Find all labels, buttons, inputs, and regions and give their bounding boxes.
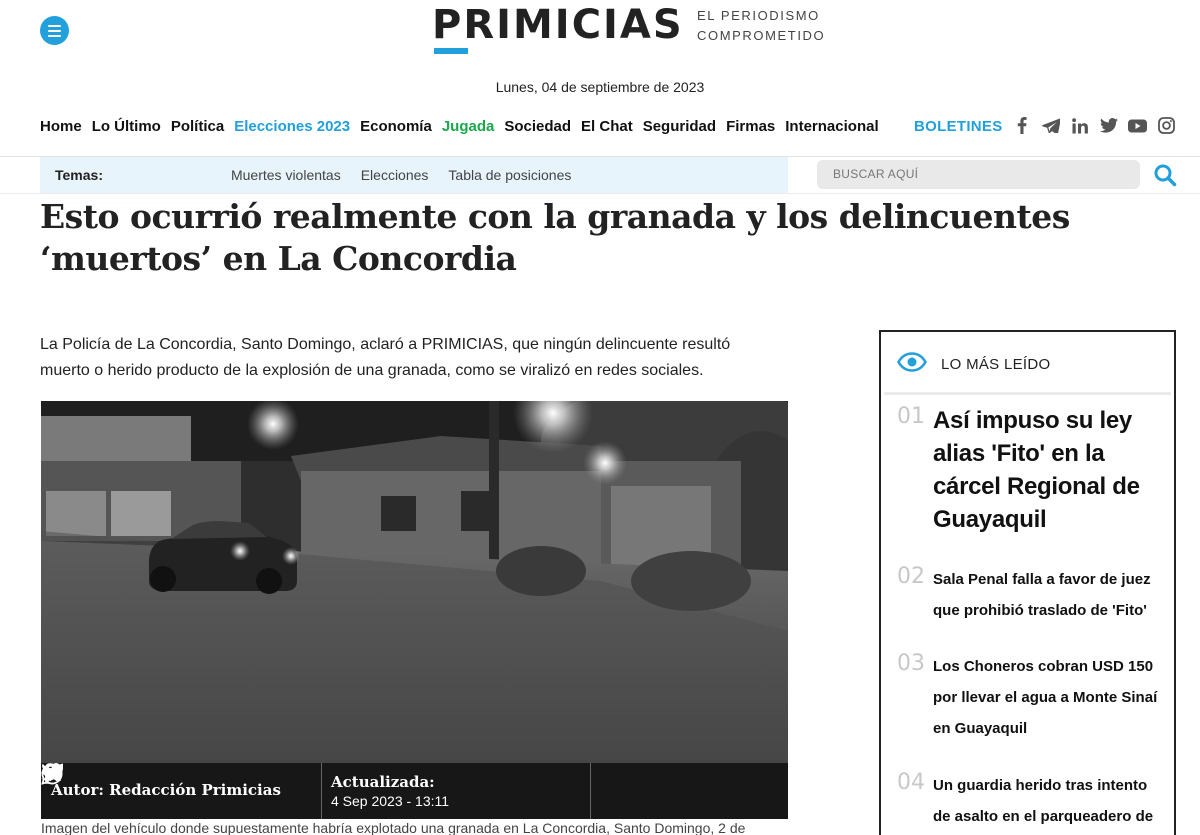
- nav-lo-ultimo[interactable]: Lo Último: [91, 118, 161, 135]
- whatsapp-icon[interactable]: [744, 779, 768, 803]
- most-read-number: 02: [897, 564, 925, 589]
- nav-seguridad[interactable]: Seguridad: [642, 118, 717, 135]
- most-read-item[interactable]: [897, 651, 1163, 744]
- nav-internacional[interactable]: Internacional: [785, 118, 879, 135]
- main-nav: [40, 118, 879, 135]
- nav-jugada[interactable]: Jugada: [441, 118, 495, 135]
- most-read-headline[interactable]: Un guardia herido tras intento de asalto en el parqueadero de: [933, 777, 1154, 825]
- telegram-icon[interactable]: [655, 779, 679, 803]
- most-read-headline[interactable]: Así impuso su ley alias 'Fito' en la cárcel Regional de Guayaquil: [933, 407, 1140, 533]
- boletines-link[interactable]: BOLETINES: [914, 118, 1003, 135]
- site-tagline: EL PERIODISMO COMPROMETIDO: [697, 8, 826, 43]
- share-buttons: [591, 763, 788, 819]
- article-lead: La Policía de La Concordia, Santo Domingo, aclaró a PRIMICIAS, que ningún delincuente resultó muerto o herido producto de la explosión de una granada, como se viralizó en redes sociales.: [40, 336, 731, 379]
- most-read-panel: [879, 330, 1176, 835]
- nav-elecciones-2023[interactable]: Elecciones 2023: [234, 118, 351, 135]
- social-links: [1012, 116, 1176, 135]
- search-icon[interactable]: [1153, 163, 1177, 187]
- current-date: Lunes, 04 de septiembre de 2023: [495, 79, 705, 95]
- tema-tabla-de-posiciones[interactable]: Tabla de posiciones: [448, 167, 572, 183]
- nav-el-chat[interactable]: El Chat: [581, 118, 633, 135]
- image-caption: Imagen del vehículo donde supuestamente habría explotado una granada en La Concordia, Santo Domingo, 2 de: [41, 820, 746, 835]
- nav-economia[interactable]: Economía: [360, 118, 432, 135]
- most-read-item[interactable]: [897, 404, 1163, 536]
- temas-list: [231, 167, 571, 183]
- twitter-icon[interactable]: [1099, 116, 1118, 135]
- most-read-headline[interactable]: Los Choneros cobran USD 150 por llevar el agua a Monte Sinaí en Guayaquil: [933, 658, 1158, 737]
- search-input[interactable]: BUSCAR AQUÍ: [817, 160, 1140, 189]
- site-logo[interactable]: PRIMICIAS: [432, 2, 684, 48]
- nav-sociedad[interactable]: Sociedad: [504, 118, 572, 135]
- temas-divider: [0, 193, 1200, 194]
- most-read-divider: [884, 392, 1171, 395]
- facebook-icon[interactable]: [700, 779, 724, 803]
- tema-muertes-violentas[interactable]: Muertes violentas: [230, 167, 341, 183]
- linkedin-icon[interactable]: [1070, 116, 1089, 135]
- instagram-icon[interactable]: [1157, 116, 1176, 135]
- most-read-number: 01: [897, 404, 925, 429]
- article-author[interactable]: Autor: Redacción Primicias: [41, 763, 322, 819]
- article-main-image[interactable]: [41, 401, 788, 819]
- youtube-icon[interactable]: [1128, 116, 1147, 135]
- nav-home[interactable]: Home: [40, 118, 82, 135]
- most-read-item[interactable]: [897, 770, 1163, 832]
- nav-firmas[interactable]: Firmas: [726, 118, 776, 135]
- tema-elecciones[interactable]: Elecciones: [360, 167, 429, 183]
- article-updated: Actualizada: 4 Sep 2023 - 13:11: [322, 763, 591, 819]
- nav-politica[interactable]: Política: [170, 118, 225, 135]
- most-read-number: 04: [897, 770, 925, 795]
- temas-bar: [40, 157, 788, 193]
- most-read-headline[interactable]: Sala Penal falla a favor de juez que prohibió traslado de 'Fito': [933, 571, 1151, 619]
- most-read-number: 03: [897, 651, 925, 676]
- twitter-icon[interactable]: [611, 779, 635, 803]
- telegram-icon[interactable]: [1041, 116, 1060, 135]
- most-read-item[interactable]: [897, 564, 1163, 626]
- temas-label: Temas:: [55, 167, 103, 183]
- most-read-header: [897, 352, 1050, 376]
- facebook-icon[interactable]: [1012, 116, 1031, 135]
- byline-bar: [41, 763, 788, 819]
- logo-accent-bar: [434, 48, 468, 54]
- most-read-title: LO MÁS LEÍDO: [941, 355, 1051, 373]
- article-headline: Esto ocurrió realmente con la granada y los delincuentes ‘muertos’ en La Concordia: [40, 197, 1070, 278]
- menu-hamburger-icon[interactable]: [40, 16, 69, 45]
- eye-icon: [897, 352, 927, 376]
